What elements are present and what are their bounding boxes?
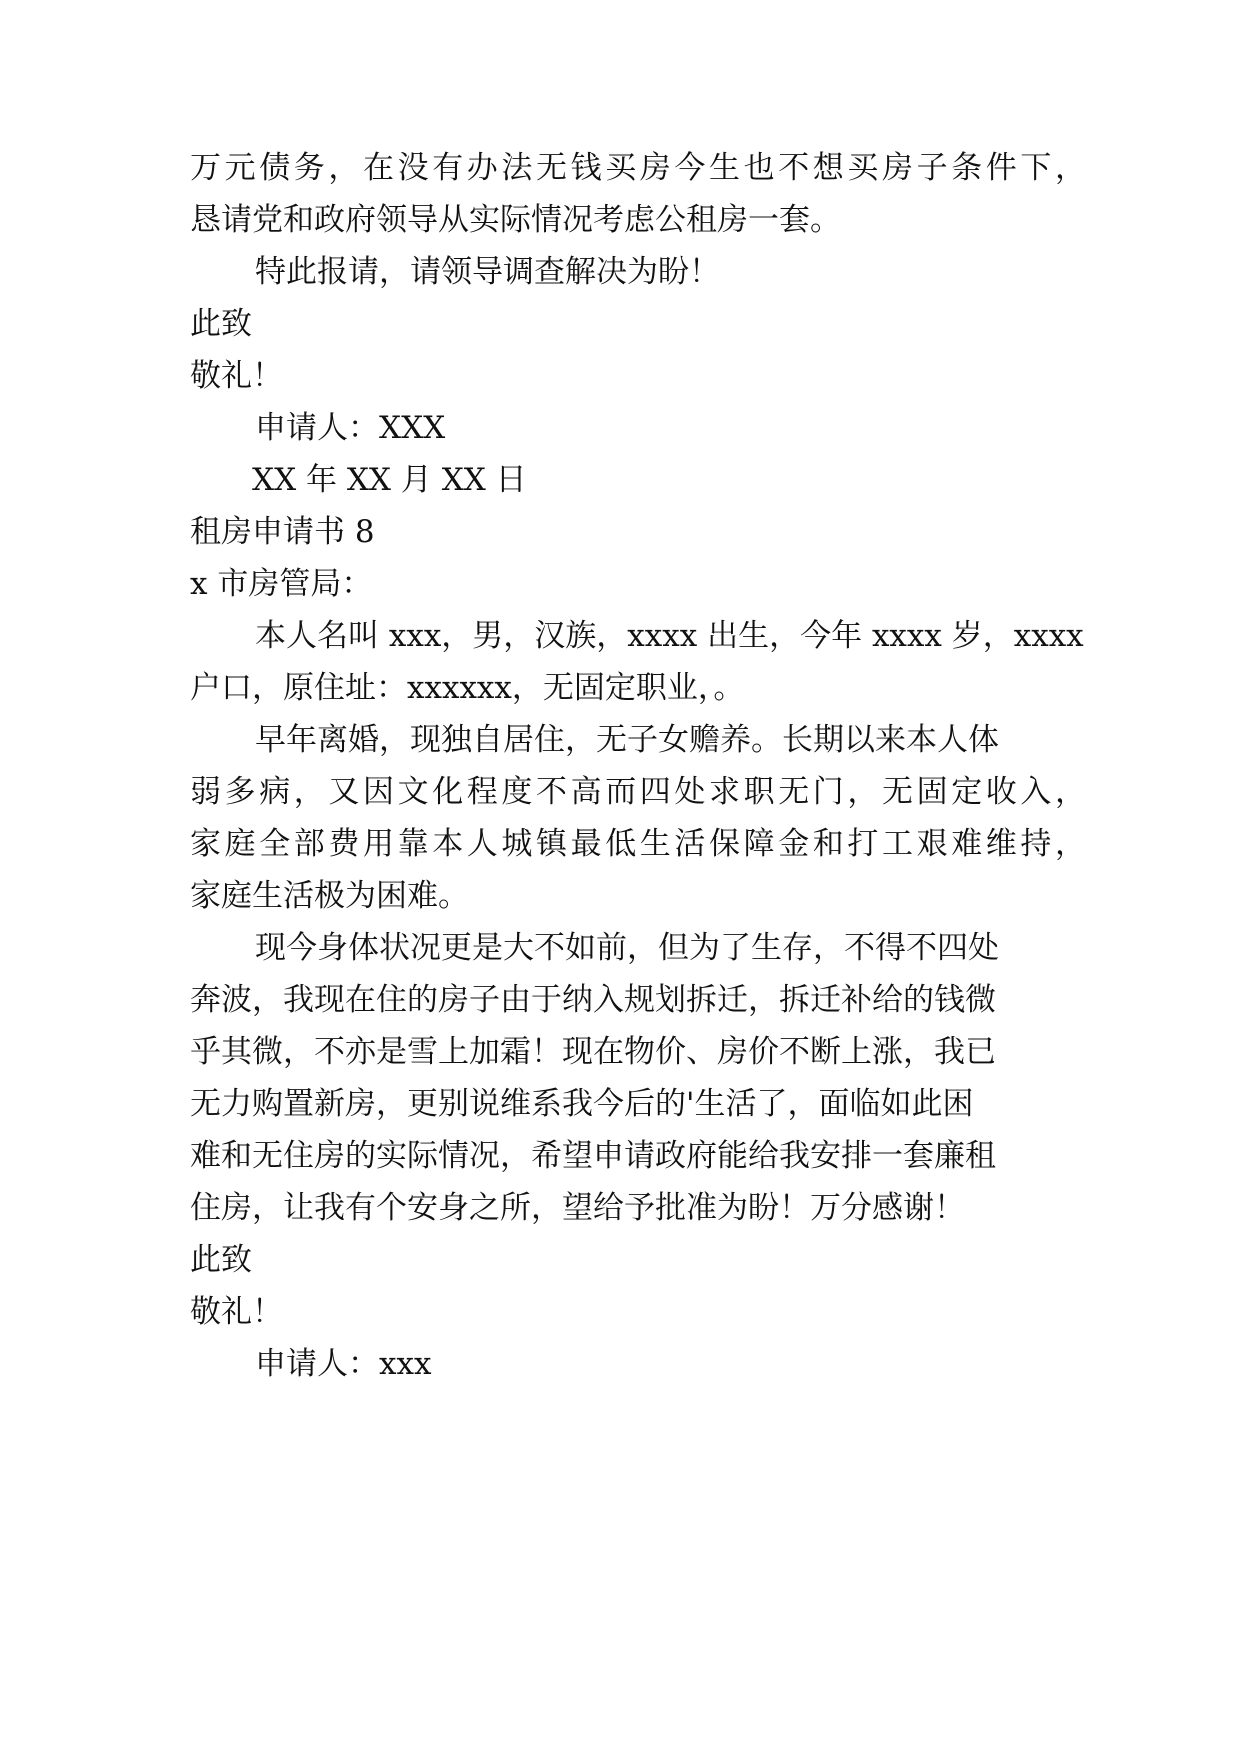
salutation-jingli: 敬礼！ (190, 358, 283, 394)
salutation-cizhi: 此致 (190, 1242, 252, 1278)
addressee: x 市房管局： (190, 566, 373, 602)
body-text-line: 住房，让我有个安身之所，望给予批准为盼！万分感谢！ (190, 1190, 965, 1226)
body-text-line: 万元债务，在没有办法无钱买房今生也不想买房子条件下， (190, 150, 1086, 186)
signature-date: XX 年 XX 月 XX 日 (252, 462, 527, 498)
body-text-line: 奔波，我现在住的房子由于纳入规划拆迁，拆迁补给的钱微 (190, 982, 996, 1018)
body-text-line: 弱多病，又因文化程度不高而四处求职无门，无固定收入， (190, 774, 1086, 810)
body-text-line: 户口，原住址：xxxxxx，无固定职业，。 (190, 670, 745, 706)
body-text-line: 家庭生活极为困难。 (190, 878, 469, 914)
body-text-line: 无力购置新房，更别说维系我今后的'生活了，面临如此困 (190, 1086, 974, 1122)
section-heading: 租房申请书 8 (190, 514, 375, 550)
applicant-signature: 申请人：XXX (255, 410, 446, 446)
applicant-signature: 申请人：xxx (255, 1346, 432, 1382)
salutation-jingli: 敬礼！ (190, 1294, 283, 1330)
body-text-line: 现今身体状况更是大不如前，但为了生存，不得不四处 (255, 930, 999, 966)
request-closing-line: 特此报请，请领导调查解决为盼！ (255, 254, 720, 290)
body-text-line: 乎其微，不亦是雪上加霜！现在物价、房价不断上涨，我已 (190, 1034, 996, 1070)
body-text-line: 本人名叫 xxx，男，汉族，xxxx 出生，今年 xxxx 岁，xxxx (255, 618, 1084, 654)
body-text-line: 早年离婚，现独自居住，无子女赡养。长期以来本人体 (255, 722, 999, 758)
body-text-line: 恳请党和政府领导从实际情况考虑公租房一套。 (190, 202, 841, 238)
salutation-cizhi: 此致 (190, 306, 252, 342)
body-text-line: 家庭全部费用靠本人城镇最低生活保障金和打工艰难维持， (190, 826, 1086, 862)
body-text-line: 难和无住房的实际情况，希望申请政府能给我安排一套廉租 (190, 1138, 996, 1174)
